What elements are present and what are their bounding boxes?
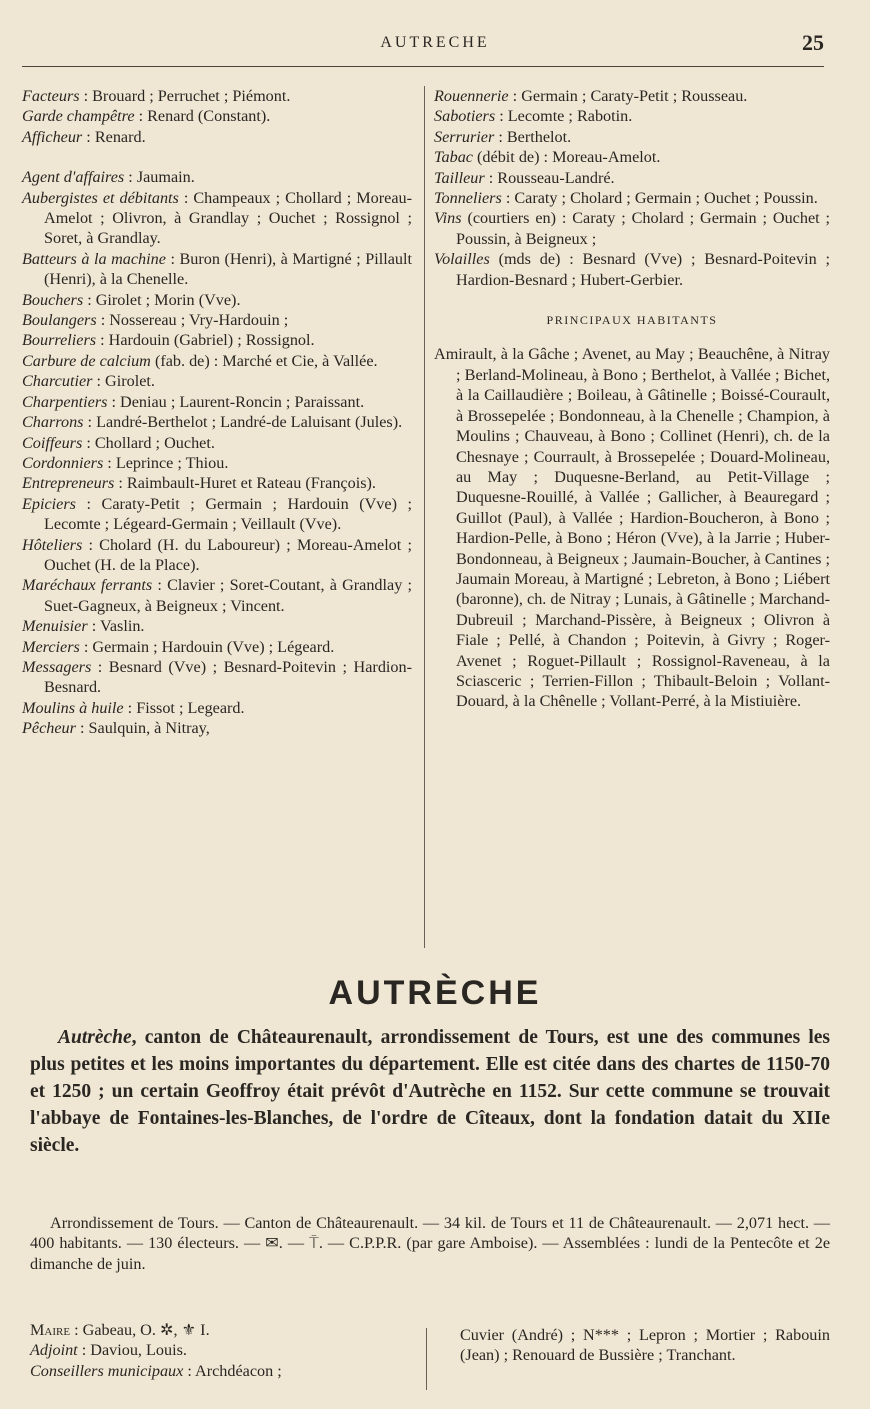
list-item: Charcutier : Girolet.	[22, 372, 155, 391]
list-item: Maréchaux ferrants : Clavier ; Soret-Coutant, à Grandlay ; Suet-Gagneux, à Beigneux ; Vincent.	[22, 576, 412, 615]
list-item: Charrons : Landré-Berthelot ; Landré-de Laluisant (Jules).	[22, 413, 403, 432]
column-divider	[424, 86, 425, 948]
list-item: Pêcheur : Saulquin, à Nitray,	[22, 719, 210, 738]
column-divider	[426, 1328, 427, 1390]
list-item: Cordonniers : Leprince ; Thiou.	[22, 453, 229, 472]
principaux-heading: PRINCIPAUX HABITANTS	[546, 313, 718, 328]
list-item: Epiciers : Caraty-Petit ; Germain ; Hardouin (Vve) ; Lecomte ; Légeard-Germain ; Veillault (Vve).	[22, 494, 412, 534]
list-item: Aubergistes et débitants : Champeaux ; Chollard ; Moreau-Amelot ; Olivron, à Grandlay ; Ouchet ; Rossignol ; Soret, à Grandlay.	[22, 188, 412, 248]
list-item: Sabotiers : Lecomte ; Rabotin.	[434, 107, 633, 126]
running-head	[0, 30, 870, 56]
list-item: Messagers : Besnard (Vve) ; Besnard-Poitevin ; Hardion-Besnard.	[22, 657, 412, 697]
list-item: Serrurier : Berthelot.	[434, 127, 572, 146]
maire-line: Maire : Gabeau, O. ✲, ⚜ I.	[30, 1321, 210, 1339]
list-item: Bourreliers : Hardouin (Gabriel) ; Rossignol.	[22, 331, 315, 350]
section-title: AUTRÈCHE	[328, 974, 542, 1012]
list-item: Hôteliers : Cholard (H. du Laboureur) ; Moreau-Amelot ; Ouchet (H. de la Place).	[22, 535, 412, 574]
spacer	[22, 147, 412, 167]
list-item: Agent d'affaires : Jaumain.	[22, 168, 195, 187]
officials-left	[30, 1320, 414, 1381]
page-number: 25	[802, 30, 824, 55]
left-column	[22, 86, 412, 739]
list-item: Vins (courtiers en) : Caraty ; Cholard ; Germain ; Ouchet ; Poussin, à Beigneux ;	[434, 209, 830, 248]
conseillers-line: Conseillers municipaux : Archdéacon ;	[30, 1361, 282, 1380]
officials-right: Cuvier (André) ; N*** ; Lepron ; Mortier ; Rabouin (Jean) ; Renouard de Bussière ; Tranchant.	[460, 1326, 830, 1365]
list-item: Moulins à huile : Fissot ; Legeard.	[22, 698, 245, 717]
list-item: Entrepreneurs : Raimbault-Huret et Rateau (François).	[22, 474, 376, 493]
list-item: Facteurs : Brouard ; Perruchet ; Piémont.	[22, 87, 291, 105]
commune-stats: Arrondissement de Tours. — Canton de Châteaurenault. — 34 kil. de Tours et 11 de Châteaurenault. — 2,071 hect. — 400 habitants. — 130 électeurs. — ✉. — ⍑. — C.P.P.R. (par gare Amboise). — Assemblées : lundi de la Pentecôte et 2e dimanche de juin.	[30, 1214, 830, 1273]
list-item: Afficheur : Renard.	[22, 127, 146, 146]
list-item: Tonneliers : Caraty ; Cholard ; Germain ; Ouchet ; Poussin.	[434, 189, 818, 208]
list-item: Volailles (mds de) : Besnard (Vve) ; Besnard-Poitevin ; Hardion-Besnard ; Hubert-Gerbier.	[434, 250, 830, 289]
list-item: Carbure de calcium (fab. de) : Marché et Cie, à Vallée.	[22, 351, 378, 370]
list-item: Merciers : Germain ; Hardouin (Vve) ; Légeard.	[22, 637, 335, 656]
list-item: Tailleur : Rousseau-Landré.	[434, 168, 615, 187]
list-item: Coiffeurs : Chollard ; Ouchet.	[22, 433, 215, 452]
principaux-list: Amirault, à la Gâche ; Avenet, au May ; Beauchêne, à Nitray ; Berland-Molineau, à Bono ; Berthelot, à Vallée ; Bichet, à la Caillaudière ; Boileau, à Gâtinelle ; Boissé-Courault, à Brossepelée ; Bondonneau, à la Chenelle ; Champion, à Moulins ; Chauveau, à Bono ; Collinet (Henri), ch. de la Chesnaye ; Courrault, à Brossepelée ; Douard-Molineau, au May ; Duquesne-Berland, au Petit-Village ; Duquesne-Rouillé, à Vallée ; Gallicher, à Beauregard ; Guillot (Paul), à Vallée ; Hardion-Boucheron, à Bono ; Hardion-Pelle, à Bono ; Héron (Vve), à la Jarrie ; Huber-Bondonneau, à Beigneux ; Jaumain-Boucher, à Cantines ; Jaumain Moreau, à Martigné ; Lebreton, à Bono ; Liébert (baronne), ch. de Nitray ; Lunais, à Gâtinelle ; Marchand-Dubreuil ; Marchand-Pissère, à Beigneux ; Olivron à Fiale ; Pellé, à Chandon ; Poitevin, à Givry ; Roger-Avenet ; Roguet-Pillault ; Rossignol-Raveneau, à la Sciasceric ; Terrien-Fillon ; Thibault-Beloin ; Vollant-Douard, à la Chênelle ; Vollant-Perré, à la Mistiuière.	[434, 345, 830, 711]
adjoint-line: Adjoint : Daviou, Louis.	[30, 1341, 187, 1360]
list-item: Garde champêtre : Renard (Constant).	[22, 107, 271, 126]
list-item: Batteurs à la machine : Buron (Henri), à Martigné ; Pillault (Henri), à la Chenelle.	[22, 249, 412, 289]
list-item: Charpentiers : Deniau ; Laurent-Roncin ; Paraissant.	[22, 392, 365, 411]
list-item: Boulangers : Nossereau ; Vry-Hardouin ;	[22, 311, 289, 330]
intro-paragraph: Autrèche, canton de Châteaurenault, arrondissement de Tours, est une des communes les plus petites et les moins importantes du département. Elle est citée dans des chartes de 1150-70 et 1250 ; un certain Geoffroy était prévôt d'Autrèche en 1152. Sur cette commune se trouvait l'abbaye de Fontaines-les-Blanches, de l'ordre de Cîteaux, dont la fondation datait du XIIe siècle.	[30, 1027, 830, 1156]
list-item: Menuisier : Vaslin.	[22, 617, 145, 636]
list-item: Rouennerie : Germain ; Caraty-Petit ; Rousseau.	[434, 87, 748, 105]
header-rule	[22, 66, 824, 67]
list-item: Bouchers : Girolet ; Morin (Vve).	[22, 290, 241, 309]
running-title: AUTRECHE	[380, 34, 490, 51]
right-column	[434, 86, 830, 712]
list-item: Tabac (débit de) : Moreau-Amelot.	[434, 148, 661, 167]
